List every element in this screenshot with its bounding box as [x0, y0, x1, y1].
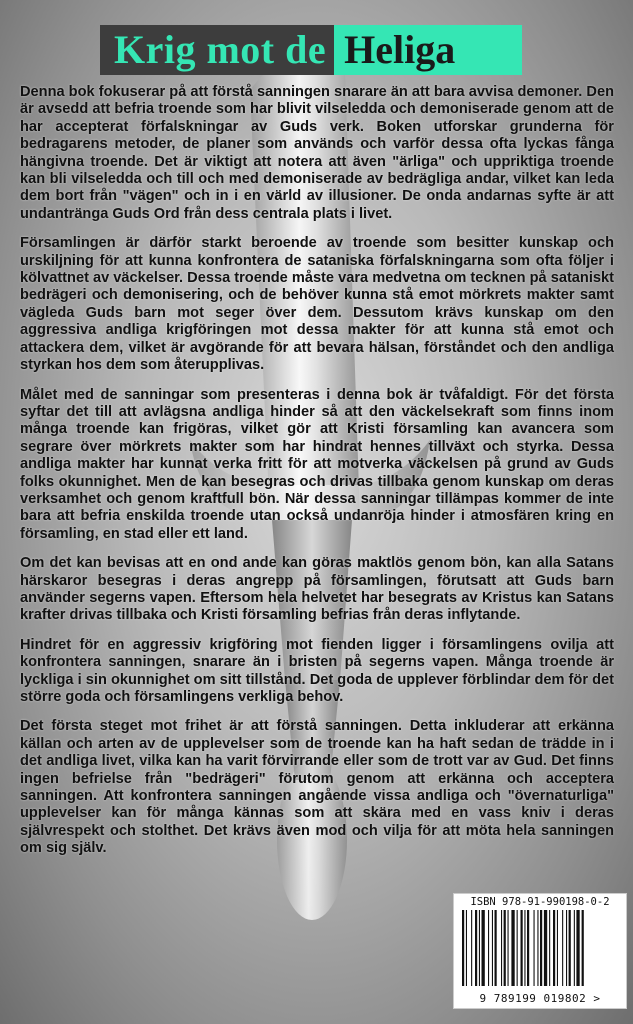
title-part-2: Heliga — [334, 25, 522, 75]
paragraph-1: Denna bok fokuserar på att förstå sanningen snarare än att bara avvisa demoner. Den är avsedd att befria troende som har blivit vilseledda och demoniserade genom att de har accepterat förfalskningar av Guds verk. Boken utforskar grunderna för bedragarens metoder, de planer som används och varför dessa ofta lyckas fånga hängivna troende. Det är viktigt att notera att även "ärliga" och uppriktiga troende kan bli vilseledda och till och med demoniserade av bedrägliga andar, vilket kan leda dem bort från "vägen" och in i en värld av illusioner. De onda andarnas syfte är att undantränga Guds Ord från dess centrala plats i livet. — [20, 84, 614, 222]
isbn-label: ISBN 978-91-990198-0-2 — [470, 896, 610, 908]
title-part-1: Krig mot de — [100, 25, 334, 75]
isbn-digits: 9 789199 019802 > — [479, 992, 601, 1005]
paragraph-4: Om det kan bevisas att en ond ande kan göras maktlös genom bön, kan alla Satans härskaror besegras i deras angrepp på församlingen, förutsatt att Guds barn använder segerns vapen. Eftersom hela helvetet har besegrats av Kristus kan Satans krafter drivas tillbaka och Kristi församling befrias från deras inflytande. — [20, 555, 614, 624]
paragraph-3: Målet med de sanningar som presenteras i denna bok är tvåfaldigt. För det första syftar det till att avlägsna andliga hinder så att den väckelsekraft som finns inom många troende kan frigöras, vilket gör att Kristi församling kan avancera som segrare över mörkrets makter som har hindrat hennes tillväxt och styrka. Dessa andliga makter har kunnat verka fritt för att motverka väckelsen på grund av Guds folks okunnighet. Men de kan besegras och drivas tillbaka genom kunskap om deras verksamhet och genom kraftfull bön. När dessa sanningar tillämpas kommer de inte bara att befria enskilda troende utan också undanröja hinder i atmosfären kring en församling, en stad eller ett land. — [20, 386, 614, 542]
book-title — [100, 25, 522, 75]
paragraph-6: Det första steget mot frihet är att förstå sanningen. Detta inkluderar att erkänna källan och arten av de upplevelser som de troende kan ha haft sedan de trädde in i det andliga livet, vilka kan ha varit förvirrande eller som de trott var av Gud. Det finns ingen befrielse från "bedrägeri" förutom genom att erkänna och acceptera sanningen. Att konfrontera sanningen angående vissa andliga och "övernaturliga" upplevelser kan för många kännas som att skära med en vass kniv i deras självrespekt och stolthet. Det krävs även mod och vilja för att möta hela sanningen om sig själv. — [20, 718, 614, 857]
isbn-barcode — [453, 893, 627, 1009]
back-cover-text — [20, 84, 614, 870]
barcode-bars — [462, 910, 620, 986]
paragraph-5: Hindret för en aggressiv krigföring mot fienden ligger i församlingens ovilja att konfrontera sanningen, snarare än i bristen på segerns vapen. Många troende är lyckliga i sin okunnighet om sitt tillstånd. Det goda de upplever förblindar dem för det större goda och församlingens verkliga behov. — [20, 636, 614, 705]
paragraph-2: Församlingen är därför starkt beroende av troende som besitter kunskap och urskiljning för att kunna konfrontera de sataniska förfalskningarna som ofta följer i kölvattnet av väckelser. Dessa troende måste vara medvetna om tecknen på sataniskt bedrägeri och demonisering, och de behöver kunna stå emot mörkrets makter samt vägleda Guds barn mot seger över dem. Dessutom krävs kunskap om den aggressiva andliga krigföringen mot dessa makter för att kunna stå emot och attackera dem, vilket är avgörande för att bevara hälsan, förståndet och den andliga styrkan hos dem som återupplivas. — [20, 235, 614, 374]
